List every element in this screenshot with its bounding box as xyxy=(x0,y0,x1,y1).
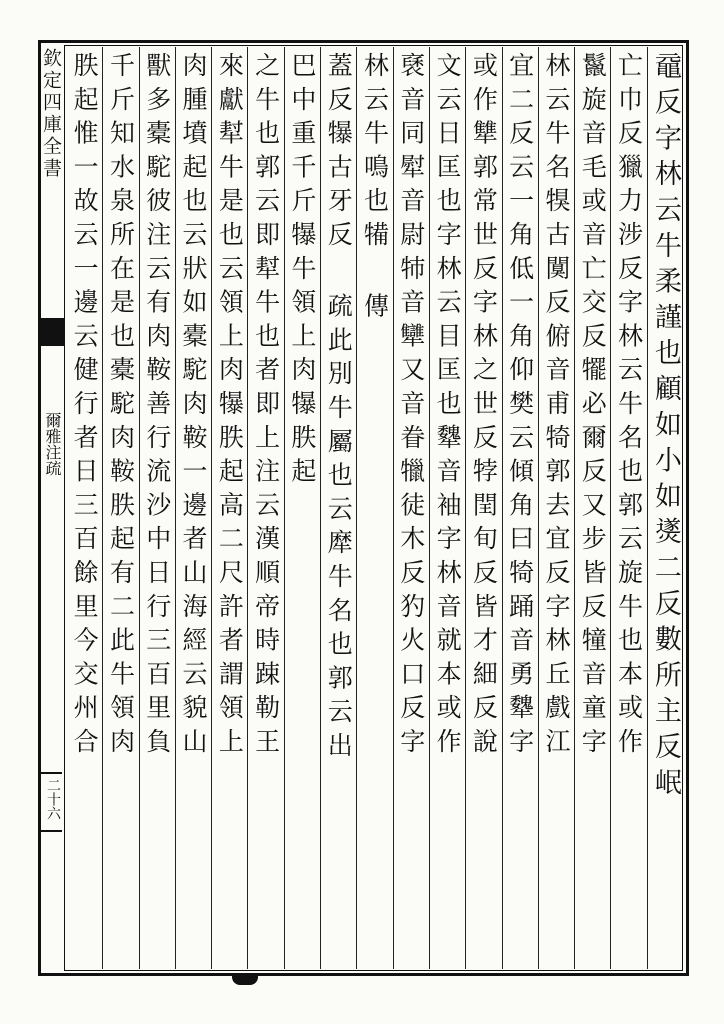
column-rule xyxy=(429,47,430,969)
text-column-12: 之牛也郭云即犎牛也者即上注云漢順帝時踈勒王 xyxy=(251,52,281,762)
text-column-10: 蓋反犦古牙反 疏此別牛屬也云犘牛名也郭云出 xyxy=(324,52,354,766)
page-number-rule-bottom xyxy=(40,830,62,832)
text-column-11: 巴中重千斤犦牛領上肉犦胅起 xyxy=(287,52,317,492)
text-column-17: 胅起惟一故云一邊云健行者日三百餘里今交州合 xyxy=(70,52,100,762)
column-rule xyxy=(610,47,611,969)
column-rule xyxy=(247,47,248,969)
text-column-7: 文云日匡也字林云目匡也犩音袖字林音就本或作 xyxy=(433,52,463,762)
column-rule xyxy=(502,47,503,969)
column-rule xyxy=(356,47,357,969)
text-column-1: 黿反字林云牛柔謹也顧如小如㸂二反數所主反岷 xyxy=(649,52,681,804)
bottom-edge-mark xyxy=(232,975,258,985)
text-column-8: 褎音同犚音尉㸬音犫又音眷犣徒木反犳火口反字 xyxy=(396,52,426,762)
margin-collection-title: 欽定四庫全書 xyxy=(40,48,62,180)
text-column-16: 千斤知水泉所在是也橐駝肉鞍胅起有二此牛領肉 xyxy=(106,52,136,762)
column-rule xyxy=(538,47,539,969)
margin-strip xyxy=(38,40,64,976)
text-column-14: 肉腫墳起也云狀如橐駝肉鞍一邊者山海經云貌山 xyxy=(179,52,209,762)
text-column-2: 亡巾反獵力涉反字林云牛名也郭云旋牛也本或作 xyxy=(614,52,644,762)
text-column-3: 鬣旋音毛或音亡交反犤必爾反又步皆反犝音童字 xyxy=(578,52,608,762)
column-rule xyxy=(647,47,648,969)
margin-book-title: 爾雅注疏 xyxy=(43,412,62,476)
page-number: 二十六 xyxy=(45,778,61,820)
text-column-5: 宜二反云一角低一角仰樊云傾角曰犄踊音勇犩字 xyxy=(505,52,535,762)
column-rule xyxy=(211,47,212,969)
text-column-6: 或作犨郭常世反字林之世反㹀閏旬反皆才細反說 xyxy=(469,52,499,762)
text-column-15: 獸多橐駝彼注云有肉鞍善行流沙中日行三百里負 xyxy=(142,52,172,762)
text-column-4: 林云牛名犑古闃反俯音甫犄郭去宜反字林丘戲江 xyxy=(541,52,571,762)
text-column-13: 來獻犎牛是也云領上肉犦胅起高二尺許者謂領上 xyxy=(215,52,245,762)
column-rule xyxy=(465,47,466,969)
column-rule xyxy=(175,47,176,969)
column-rule xyxy=(574,47,575,969)
column-rule xyxy=(284,47,285,969)
column-rule xyxy=(393,47,394,969)
column-rule xyxy=(139,47,140,969)
page-number-rule-top xyxy=(40,772,62,774)
text-column-9: 林云牛鳴也犕 傳 xyxy=(360,52,390,327)
fish-tail-mark xyxy=(38,318,64,346)
column-rule xyxy=(102,47,103,969)
column-rule xyxy=(320,47,321,969)
